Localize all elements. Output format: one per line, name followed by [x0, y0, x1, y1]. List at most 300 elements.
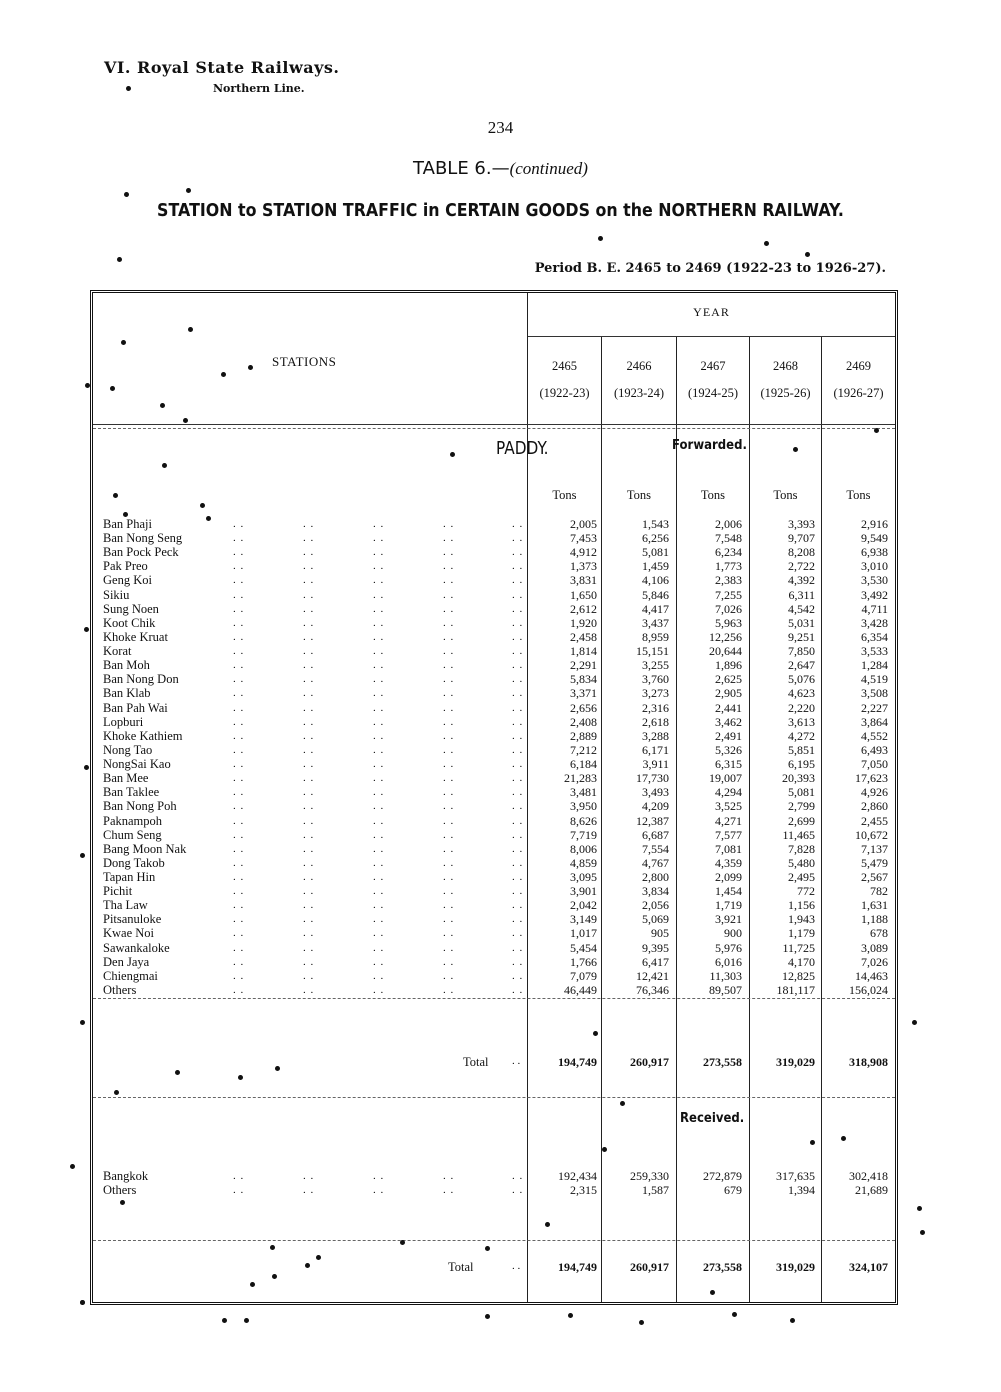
station-name: Kwae Noi: [103, 926, 155, 941]
cell-value: 5,846: [642, 587, 669, 602]
cell-value: 4,359: [715, 855, 742, 870]
cell-value: 6,493: [861, 742, 888, 757]
leader-dots: . .: [233, 518, 245, 530]
cell-value: 9,707: [788, 531, 815, 546]
table-row: [0, 672, 1001, 686]
cell-value: 4,106: [642, 573, 669, 588]
leader-dots: . .: [512, 715, 524, 728]
cell-value: 2,656: [570, 700, 597, 715]
leader-dots: . .: [443, 715, 455, 728]
cell-value: 2,316: [642, 700, 669, 715]
table-row: [0, 969, 1001, 983]
scan-speck: [221, 372, 226, 377]
leader-dots: . .: [443, 645, 455, 658]
leader-dots: . .: [512, 518, 524, 530]
cell-value: 905: [651, 926, 669, 941]
leader-dots: . .: [443, 885, 455, 898]
leader-dots: . .: [303, 743, 315, 756]
leader-dots: . .: [303, 814, 315, 827]
scan-speck: [121, 340, 126, 345]
cell-value: 3,530: [861, 573, 888, 588]
cell-value: 3,288: [642, 728, 669, 743]
station-name: Ban Mee: [103, 771, 149, 786]
leader-dots: . .: [233, 574, 245, 587]
cell-value: 12,825: [782, 968, 815, 983]
leader-dots: . .: [303, 828, 315, 841]
leader-dots: . .: [373, 871, 385, 883]
cell-value: 7,548: [715, 531, 742, 546]
leader-dots: . .: [233, 969, 245, 982]
cell-value: 1,650: [570, 587, 597, 602]
cell-value: 7,026: [715, 601, 742, 616]
cell-value: 5,976: [715, 940, 742, 955]
cell-value: 4,542: [788, 601, 815, 616]
table-row: [0, 517, 1001, 531]
received-label: Received.: [680, 1111, 745, 1126]
leader-dots: . .: [233, 772, 245, 785]
cell-value: 1,766: [570, 954, 597, 969]
leader-dots: . .: [303, 659, 315, 672]
year-be-2: 2467: [700, 359, 726, 373]
leader-dots: . .: [373, 602, 385, 615]
leader-dots: . .: [512, 800, 524, 813]
table-label-text: TABLE 6.—: [413, 158, 510, 179]
cell-value: 6,938: [861, 545, 888, 560]
cell-value: 5,081: [642, 545, 669, 560]
station-name: Nong Tao: [103, 742, 153, 757]
cell-value: 2,408: [570, 714, 597, 729]
cell-value: 2,099: [715, 870, 742, 884]
leader-dots: . .: [373, 885, 385, 898]
leader-dots: . .: [233, 687, 245, 700]
leader-dots: . .: [443, 630, 455, 643]
scan-speck: [593, 1031, 598, 1036]
cell-value: 3,901: [570, 884, 597, 899]
leader-dots: . .: [512, 687, 524, 700]
total-top-dash: [93, 998, 895, 999]
leader-dots: . .: [303, 800, 315, 813]
table-row: [0, 616, 1001, 630]
table-row: [0, 1183, 1001, 1197]
leader-dots: . .: [512, 574, 524, 587]
leader-dots: . .: [233, 743, 245, 756]
scan-speck: [183, 418, 188, 423]
cell-value: 782: [870, 884, 888, 899]
leader-dots: . .: [233, 941, 245, 954]
cell-value: 3,831: [570, 573, 597, 588]
scan-speck: [80, 1300, 85, 1305]
leader-dots: . .: [512, 842, 524, 855]
leader-dots: . .: [303, 885, 315, 898]
scan-speck: [113, 493, 118, 498]
leader-dots: . .: [443, 913, 455, 926]
cell-value: 2,647: [788, 658, 815, 673]
leader-dots: . .: [373, 941, 385, 954]
cell-value: 2,905: [715, 686, 742, 701]
leader-dots: . .: [373, 574, 385, 587]
cell-value: 6,315: [715, 757, 742, 772]
leader-dots: . .: [303, 630, 315, 643]
cell-value: 6,256: [642, 531, 669, 546]
leader-dots: . .: [373, 1170, 385, 1182]
unit-label: Tons: [700, 488, 726, 502]
leader-dots: . .: [303, 701, 315, 714]
leader-dots: . .: [373, 899, 385, 912]
forwarded-label: Forwarded.: [672, 438, 747, 453]
leader-dots: . .: [233, 560, 245, 573]
leader-dots: . .: [512, 1184, 524, 1197]
cell-value: 3,437: [642, 615, 669, 630]
received-bottom-dash: [93, 1240, 895, 1241]
cell-value: 2,889: [570, 728, 597, 743]
station-name: Koot Chik: [103, 615, 156, 630]
cell-value: 6,417: [642, 954, 669, 969]
cell-value: 3,921: [715, 912, 742, 927]
cell-value: 8,959: [642, 629, 669, 644]
unit-label: Tons: [846, 488, 871, 502]
station-name: Tapan Hin: [103, 870, 156, 884]
table-row: [0, 602, 1001, 616]
cell-value: 6,016: [715, 954, 742, 969]
scan-speck: [110, 386, 115, 391]
cell-value: 3,950: [570, 799, 597, 814]
cell-value: 3,089: [861, 940, 888, 955]
station-name: Others: [103, 982, 137, 997]
leader-dots: . .: [303, 758, 315, 771]
year-heading: YEAR: [693, 305, 730, 319]
leader-dots: . .: [233, 645, 245, 658]
station-name: Bangkok: [103, 1169, 149, 1183]
cell-value: 4,912: [570, 545, 597, 560]
leader-dots: . .: [443, 983, 455, 996]
cell-value: 2,860: [861, 799, 888, 814]
leader-dots: . .: [233, 871, 245, 883]
cell-value: 14,463: [855, 968, 888, 983]
leader-dots: . .: [512, 701, 524, 714]
leader-dots: . .: [443, 842, 455, 855]
leader-dots: . .: [303, 772, 315, 785]
station-name: Bang Moon Nak: [103, 841, 187, 856]
header-bottom-dash: [93, 428, 895, 429]
cell-value: 3,760: [642, 672, 669, 687]
leader-dots: . .: [373, 814, 385, 827]
scan-speck: [602, 1147, 607, 1152]
cell-value: 9,251: [788, 629, 815, 644]
leader-dots: . .: [373, 842, 385, 855]
leader-dots: . .: [303, 574, 315, 587]
table-row: [0, 884, 1001, 898]
cell-value: 7,577: [715, 827, 742, 842]
leader-dots: . .: [443, 602, 455, 615]
station-name: Geng Koi: [103, 573, 152, 588]
leader-dots: . .: [303, 955, 315, 968]
cell-value: 156,024: [849, 982, 888, 997]
leader-dots: . .: [303, 560, 315, 573]
cell-value: 11,303: [709, 968, 742, 983]
table-row: [0, 573, 1001, 587]
leader-dots: . .: [443, 941, 455, 954]
total-value: 194,749: [558, 1260, 597, 1274]
table-row: [0, 814, 1001, 828]
cell-value: 89,507: [709, 982, 742, 997]
station-name: Tha Law: [103, 898, 148, 913]
cell-value: 1,943: [788, 912, 815, 927]
leader-dots: . .: [233, 602, 245, 615]
scan-speck: [248, 365, 253, 370]
station-name: Paknampoh: [103, 813, 163, 828]
leader-dots: . .: [443, 687, 455, 700]
cell-value: 1,179: [788, 926, 815, 941]
leader-dots: . .: [443, 1184, 455, 1197]
cell-value: 4,209: [642, 799, 669, 814]
cell-value: 3,508: [861, 686, 888, 701]
cell-value: 1,920: [570, 615, 597, 630]
leader-dots: . .: [303, 913, 315, 926]
cell-value: 3,613: [788, 714, 815, 729]
cell-value: 4,271: [715, 813, 742, 828]
leader-dots: . .: [443, 546, 455, 559]
cell-value: 1,896: [715, 658, 742, 673]
scan-speck: [117, 257, 122, 262]
page-number: 234: [487, 118, 514, 137]
leader-dots: . .: [373, 969, 385, 982]
leader-dots: . .: [373, 659, 385, 672]
period-line: Period B. E. 2465 to 2469 (1922-23 to 1926-27).: [534, 261, 886, 276]
leader-dots: . .: [512, 941, 524, 954]
station-name: Khoke Kathiem: [103, 728, 183, 743]
year-ad-3: (1925-26): [760, 386, 811, 400]
cell-value: 2,042: [570, 898, 597, 913]
leader-dots: . .: [233, 814, 245, 827]
scan-speck: [222, 1318, 227, 1323]
cell-value: 772: [797, 884, 815, 899]
scan-speck: [710, 1290, 715, 1295]
cell-value: 7,081: [715, 841, 742, 856]
scan-speck: [874, 428, 879, 433]
cell-value: 17,623: [855, 771, 888, 786]
total-label: Total: [448, 1260, 474, 1274]
cell-value: 12,256: [709, 629, 742, 644]
leader-dots: . .: [233, 588, 245, 601]
section-title: VI. Royal State Railways.: [104, 58, 340, 77]
scan-speck: [175, 1070, 180, 1075]
table-row: [0, 926, 1001, 940]
leader-dots: . .: [233, 729, 245, 742]
leader-dots: . .: [373, 701, 385, 714]
scan-speck: [305, 1263, 310, 1268]
leader-dots: . .: [303, 602, 315, 615]
cell-value: 2,291: [570, 658, 597, 673]
leader-dots: . .: [373, 645, 385, 658]
cell-value: 6,234: [715, 545, 742, 560]
cell-value: 5,480: [788, 855, 815, 870]
scan-speck: [620, 1101, 625, 1106]
station-name: Den Jaya: [103, 954, 150, 969]
year-be-1: 2466: [626, 359, 652, 373]
leader-dots: . .: [512, 602, 524, 615]
scan-speck: [764, 241, 769, 246]
leader-dots: . .: [443, 743, 455, 756]
scan-speck: [250, 1282, 255, 1287]
table-row: [0, 715, 1001, 729]
total-value: 318,908: [849, 1055, 888, 1069]
leader-dots: . .: [443, 616, 455, 629]
cell-value: 5,851: [788, 742, 815, 757]
table-row: [0, 588, 1001, 602]
station-name: Others: [103, 1183, 137, 1198]
leader-dots: . .: [233, 546, 245, 559]
section-subtitle: Northern Line.: [213, 82, 305, 95]
leader-dots: . .: [373, 673, 385, 686]
table-row: [0, 842, 1001, 856]
year-ad-1: (1923-24): [614, 386, 664, 400]
leader-dots: . .: [233, 715, 245, 728]
leader-dots: . .: [373, 588, 385, 601]
cell-value: 1,773: [715, 559, 742, 574]
cell-value: 12,387: [636, 813, 669, 828]
main-title: STATION to STATION TRAFFIC in CERTAIN GOODS on the NORTHERN RAILWAY.: [157, 200, 844, 221]
leader-dots: . .: [512, 814, 524, 827]
station-name: Korat: [103, 644, 132, 659]
cell-value: 3,533: [861, 644, 888, 659]
cell-value: 8,006: [570, 841, 597, 856]
leader-dots: . .: [303, 899, 315, 912]
scan-speck: [126, 86, 131, 91]
cell-value: 7,255: [715, 587, 742, 602]
leader-dots: . .: [233, 701, 245, 714]
leader-dots: . .: [512, 546, 524, 559]
station-name: Ban Phaji: [103, 517, 152, 531]
leader-dots: . .: [373, 772, 385, 785]
year-be-4: 2469: [846, 359, 871, 373]
leader-dots: . .: [373, 955, 385, 968]
table-row: [0, 1169, 1001, 1183]
table-row: [0, 941, 1001, 955]
station-name: Pitsanuloke: [103, 912, 162, 927]
table-row: [0, 771, 1001, 785]
cell-value: 3,525: [715, 799, 742, 814]
leader-dots: . .: [303, 969, 315, 982]
leader-dots: . .: [303, 842, 315, 855]
commodity-label: PADDY.: [496, 438, 549, 459]
cell-value: 5,326: [715, 742, 742, 757]
cell-value: 6,171: [642, 742, 669, 757]
scan-speck: [124, 192, 129, 197]
cell-value: 679: [724, 1183, 742, 1198]
cell-value: 7,079: [570, 968, 597, 983]
table-row: [0, 785, 1001, 799]
station-name: Pichit: [103, 884, 133, 899]
scan-speck: [114, 1090, 119, 1095]
table-row: [0, 856, 1001, 870]
cell-value: 2,441: [715, 700, 742, 715]
scan-speck: [272, 1274, 277, 1279]
cell-value: 10,672: [855, 827, 888, 842]
cell-value: 2,315: [570, 1183, 597, 1198]
leader-dots: . .: [512, 758, 524, 771]
cell-value: 9,549: [861, 531, 888, 546]
cell-value: 5,031: [788, 615, 815, 630]
leader-dots: . .: [443, 786, 455, 799]
table-row: [0, 531, 1001, 545]
leader-dots: . .: [373, 687, 385, 700]
leader-dots: . .: [512, 532, 524, 545]
station-name: Pak Preo: [103, 559, 148, 574]
cell-value: 1,017: [570, 926, 597, 941]
leader-dots: . .: [373, 758, 385, 771]
cell-value: 7,554: [642, 841, 669, 856]
cell-value: 2,699: [788, 813, 815, 828]
header-bottom-rule: [93, 424, 895, 425]
station-name: Ban Pock Peck: [103, 545, 179, 560]
leader-dots: . .: [303, 546, 315, 559]
leader-dots: . .: [303, 518, 315, 530]
station-name: Ban Taklee: [103, 785, 160, 800]
cell-value: 5,479: [861, 855, 888, 870]
cell-value: 259,330: [630, 1169, 669, 1183]
year-rule: [528, 336, 895, 337]
leader-dots: . .: [512, 899, 524, 912]
scan-speck: [70, 1164, 75, 1169]
cell-value: 2,567: [861, 870, 888, 884]
scan-speck: [186, 188, 191, 193]
leader-dots: . .: [373, 743, 385, 756]
leader-dots: . .: [443, 673, 455, 686]
station-name: Sawankaloke: [103, 940, 170, 955]
cell-value: 7,453: [570, 531, 597, 546]
table-row: [0, 658, 1001, 672]
year-ad-2: (1924-25): [688, 386, 738, 400]
cell-value: 1,814: [570, 644, 597, 659]
leader-dots: . .: [233, 828, 245, 841]
unit-label: Tons: [552, 488, 577, 502]
leader-dots: . .: [443, 560, 455, 573]
cell-value: 12,421: [636, 968, 669, 983]
leader-dots: . .: [303, 673, 315, 686]
cell-value: 2,799: [788, 799, 815, 814]
scan-speck: [598, 236, 603, 241]
cell-value: 20,393: [782, 771, 815, 786]
table-row: [0, 644, 1001, 658]
leader-dots: . .: [443, 729, 455, 742]
leader-dots: . .: [303, 941, 315, 954]
scan-speck: [270, 1245, 275, 1250]
cell-value: 192,434: [558, 1169, 597, 1183]
table-label: [0, 158, 1001, 179]
leader-dots: . .: [233, 758, 245, 771]
leader-dots: . .: [512, 1170, 524, 1182]
scan-speck: [238, 1075, 243, 1080]
leader-dots: . .: [443, 1170, 455, 1182]
leader-dots: . .: [443, 899, 455, 912]
scan-speck: [810, 1140, 815, 1145]
leader-dots: . .: [303, 588, 315, 601]
table-row: [0, 757, 1001, 771]
cell-value: 15,151: [636, 644, 669, 659]
leader-dots: . .: [233, 983, 245, 996]
cell-value: 11,725: [782, 940, 815, 955]
scan-speck: [450, 452, 455, 457]
table-row: [0, 799, 1001, 813]
scan-speck: [80, 853, 85, 858]
cell-value: 46,449: [564, 982, 597, 997]
leader-dots: . .: [373, 729, 385, 742]
year-be-0: 2465: [552, 359, 577, 373]
scan-speck: [400, 1240, 405, 1245]
leader-dots: . .: [373, 546, 385, 559]
cell-value: 7,719: [570, 827, 597, 842]
station-name: Sikiu: [103, 587, 130, 602]
